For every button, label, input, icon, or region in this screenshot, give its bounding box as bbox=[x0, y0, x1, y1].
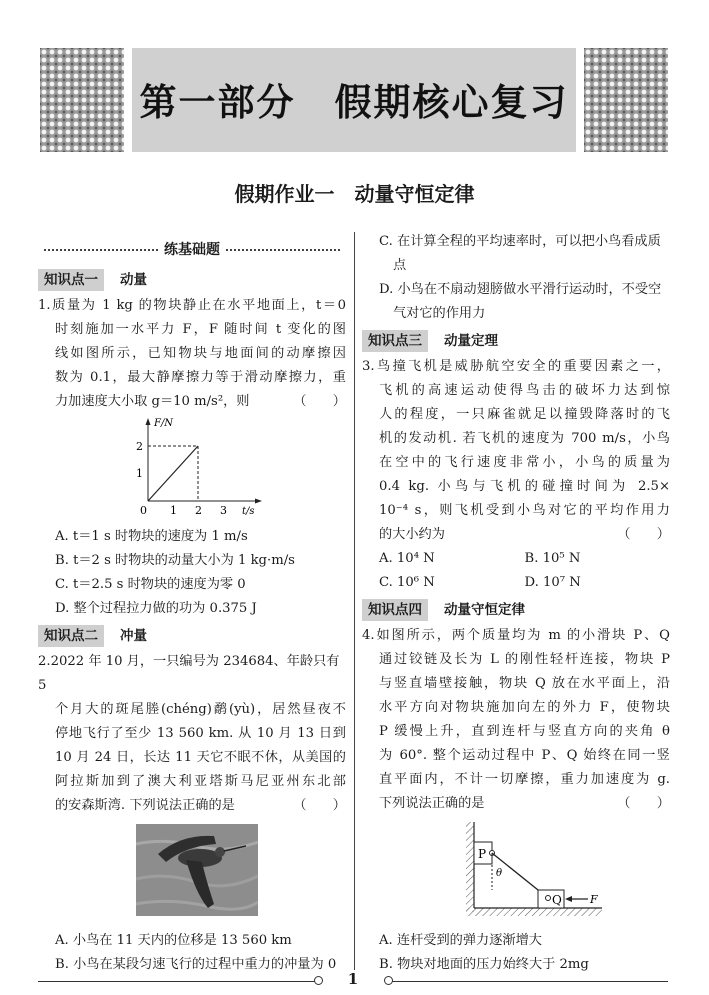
banner-pattern-right bbox=[584, 48, 668, 152]
q2-option: D. 小鸟在不扇动翅膀做水平滑行运动时，不受空气对它的作用力 bbox=[379, 282, 662, 321]
kp-name: 动量定理 bbox=[444, 333, 498, 349]
page-footer bbox=[38, 970, 668, 992]
q3-line-last: 的大小约为 bbox=[379, 527, 445, 542]
kp-name: 动量守恒定律 bbox=[444, 602, 525, 618]
q3-option: D. 10⁷ N bbox=[524, 575, 581, 590]
x-tick-label: 1 bbox=[170, 504, 177, 516]
q3-option: C. 10⁶ N bbox=[379, 575, 435, 590]
q4-line: 直平面内，不计一切摩擦，重力加速度为 g. bbox=[379, 772, 670, 787]
x-axis-arrow bbox=[255, 499, 262, 504]
column-divider bbox=[354, 232, 355, 970]
q3-options-row bbox=[362, 547, 670, 571]
page-number: 1 bbox=[347, 970, 359, 988]
x-tick-label: 0 bbox=[140, 504, 147, 516]
q4-line: 为 60°. 整个运动过程中 P、Q 始终在同一竖 bbox=[379, 748, 670, 763]
force-line bbox=[148, 446, 198, 501]
q4-line: 水平方向对物块施加向左的外力 F，使物块 bbox=[379, 700, 670, 715]
hinge-q bbox=[546, 896, 551, 901]
answer-paren: （ ） bbox=[293, 394, 346, 409]
theta-label: θ bbox=[496, 868, 503, 879]
q4-line bbox=[362, 792, 670, 816]
x-tick-label: 3 bbox=[220, 504, 227, 516]
force-label: F bbox=[590, 893, 598, 906]
q4-line: 4.如图所示，两个质量均为 m 的小滑块 P、Q bbox=[362, 628, 670, 643]
q1-line bbox=[38, 390, 346, 414]
q1-option: B. t＝2 s 时物块的动量大小为 1 kg·m/s bbox=[55, 553, 295, 568]
q3-line: 10⁻⁴ s，则飞机受到小鸟对它的平均作用力 bbox=[379, 503, 670, 518]
y-tick-label: 1 bbox=[136, 467, 143, 480]
kp-tag: 知识点三 bbox=[362, 330, 428, 352]
answer-paren: （ ） bbox=[617, 796, 670, 811]
q2-line: 2.2022 年 10 月，一只编号为 234684、年龄只有 5 bbox=[38, 654, 340, 693]
section-title: 练基础题 bbox=[164, 242, 220, 258]
x-tick-label: 2 bbox=[195, 504, 202, 516]
kp-name: 动量 bbox=[120, 272, 147, 288]
kp-tag: 知识点四 bbox=[362, 599, 428, 621]
sliding-blocks-figure bbox=[458, 820, 608, 920]
q4-option: B. 物块对地面的压力始终大于 2mg bbox=[379, 957, 589, 972]
chapter-title: 第一部分 假期核心复习 bbox=[139, 81, 569, 124]
q2-option: C. 在计算全程的平均速率时，可以把小鸟看成质点 bbox=[379, 234, 661, 273]
question-2 bbox=[38, 650, 346, 977]
knowledge-point-1 bbox=[38, 268, 346, 292]
q2-line: 停地飞行了至少 13 560 km. 从 10 月 13 日到 bbox=[55, 726, 346, 741]
q4-line-last: 下列说法正确的是 bbox=[379, 796, 485, 811]
question-4 bbox=[362, 624, 670, 977]
q3-options-row bbox=[362, 571, 670, 595]
answer-paren: （ ） bbox=[293, 798, 346, 813]
block-p-label: P bbox=[478, 847, 487, 861]
q2-line: 个月大的斑尾塍(chéng)鹬(yù)，居然昼夜不 bbox=[55, 702, 346, 717]
y-tick-label: 2 bbox=[136, 440, 143, 453]
q1-line: 数为 0.1，最大静摩擦力等于滑动摩擦力，重 bbox=[55, 370, 346, 385]
q3-line bbox=[362, 523, 670, 547]
q1-option: A. t＝1 s 时物块的速度为 1 m/s bbox=[55, 529, 248, 544]
q1-option: D. 整个过程拉力做的功为 0.375 J bbox=[55, 601, 257, 616]
q3-line: 在空中的飞行速度非常小，小鸟的质量为 bbox=[379, 455, 670, 470]
question-3 bbox=[362, 355, 670, 595]
block-q-label: Q bbox=[552, 893, 562, 907]
force-time-graph bbox=[118, 416, 268, 516]
kp-tag: 知识点一 bbox=[38, 269, 104, 291]
chapter-banner bbox=[40, 48, 668, 152]
q1-line: 线如图所示，已知物块与地面间的动摩擦因 bbox=[55, 346, 346, 361]
q3-line: 3.鸟撞飞机是威胁航空安全的重要因素之一， bbox=[362, 359, 670, 374]
q2-line: 10 月 24 日，长达 11 天它不眠不休，从美国的 bbox=[55, 750, 346, 765]
knowledge-point-3 bbox=[362, 329, 670, 353]
force-arrow-head bbox=[565, 896, 572, 902]
knowledge-point-2 bbox=[38, 624, 346, 648]
section-header bbox=[38, 238, 346, 262]
q3-option: B. 10⁵ N bbox=[524, 551, 581, 566]
q3-option: A. 10⁴ N bbox=[379, 551, 435, 566]
banner-pattern-left bbox=[40, 48, 124, 152]
q1-line: 时刻施加一水平力 F，F 随时间 t 变化的图 bbox=[55, 322, 346, 337]
q2-option: A. 小鸟在 11 天内的位移是 13 560 km bbox=[55, 933, 292, 948]
graph-xlabel: t/s bbox=[242, 506, 255, 516]
q1-line: 1.质量为 1 kg 的物块静止在水平地面上，t＝0 bbox=[38, 298, 346, 313]
knowledge-point-4 bbox=[362, 598, 670, 622]
wall-hatch bbox=[466, 822, 474, 912]
kp-tag: 知识点二 bbox=[38, 625, 104, 647]
answer-paren: （ ） bbox=[617, 527, 670, 542]
q1-line-last: 力加速度大小取 g＝10 m/s²，则 bbox=[55, 394, 250, 409]
q2-line-last: 的安森斯湾. 下列说法正确的是 bbox=[55, 798, 235, 813]
left-column bbox=[38, 238, 346, 977]
footer-dot bbox=[314, 976, 323, 985]
q2-option: B. 小鸟在某段匀速飞行的过程中重力的冲量为 0 bbox=[55, 957, 337, 972]
q4-line: 与竖直墙壁接触，物块 Q 放在水平面上，沿 bbox=[379, 676, 670, 691]
footer-line-left bbox=[38, 981, 318, 982]
footer-line-right bbox=[392, 981, 668, 982]
q4-line: 通过铰链及长为 L 的刚性轻杆连接，物块 P bbox=[379, 652, 670, 667]
page-title: 假期作业一 动量守恒定律 bbox=[234, 182, 475, 206]
q3-line: 机的发动机. 若飞机的速度为 700 m/s，小鸟 bbox=[379, 431, 670, 446]
q3-line: 飞机的高速运动使得鸟击的破坏力达到惊 bbox=[379, 383, 670, 398]
kp-name: 冲量 bbox=[120, 628, 147, 644]
q3-line: 人的程度，一只麻雀就足以撞毁降落时的飞 bbox=[379, 407, 670, 422]
y-axis-arrow bbox=[146, 418, 151, 425]
q3-line: 0.4 kg. 小鸟与飞机的碰撞时间为 2.5× bbox=[379, 479, 670, 494]
bird-photo bbox=[136, 824, 258, 916]
right-column bbox=[362, 230, 670, 977]
q4-option: A. 连杆受到的弹力逐渐增大 bbox=[379, 933, 542, 948]
q1-option: C. t＝2.5 s 时物块的速度为零 0 bbox=[55, 577, 246, 592]
q2-line: 阿拉斯加到了澳大利亚塔斯马尼亚州东北部 bbox=[55, 774, 346, 789]
ground-hatch bbox=[466, 908, 602, 916]
graph-ylabel: F/N bbox=[154, 418, 174, 429]
q2-line bbox=[38, 794, 346, 818]
q4-line: P 缓慢上升，直到连杆与竖直方向的夹角 θ bbox=[379, 724, 670, 739]
question-1 bbox=[38, 294, 346, 621]
banner-title-box bbox=[132, 48, 576, 152]
